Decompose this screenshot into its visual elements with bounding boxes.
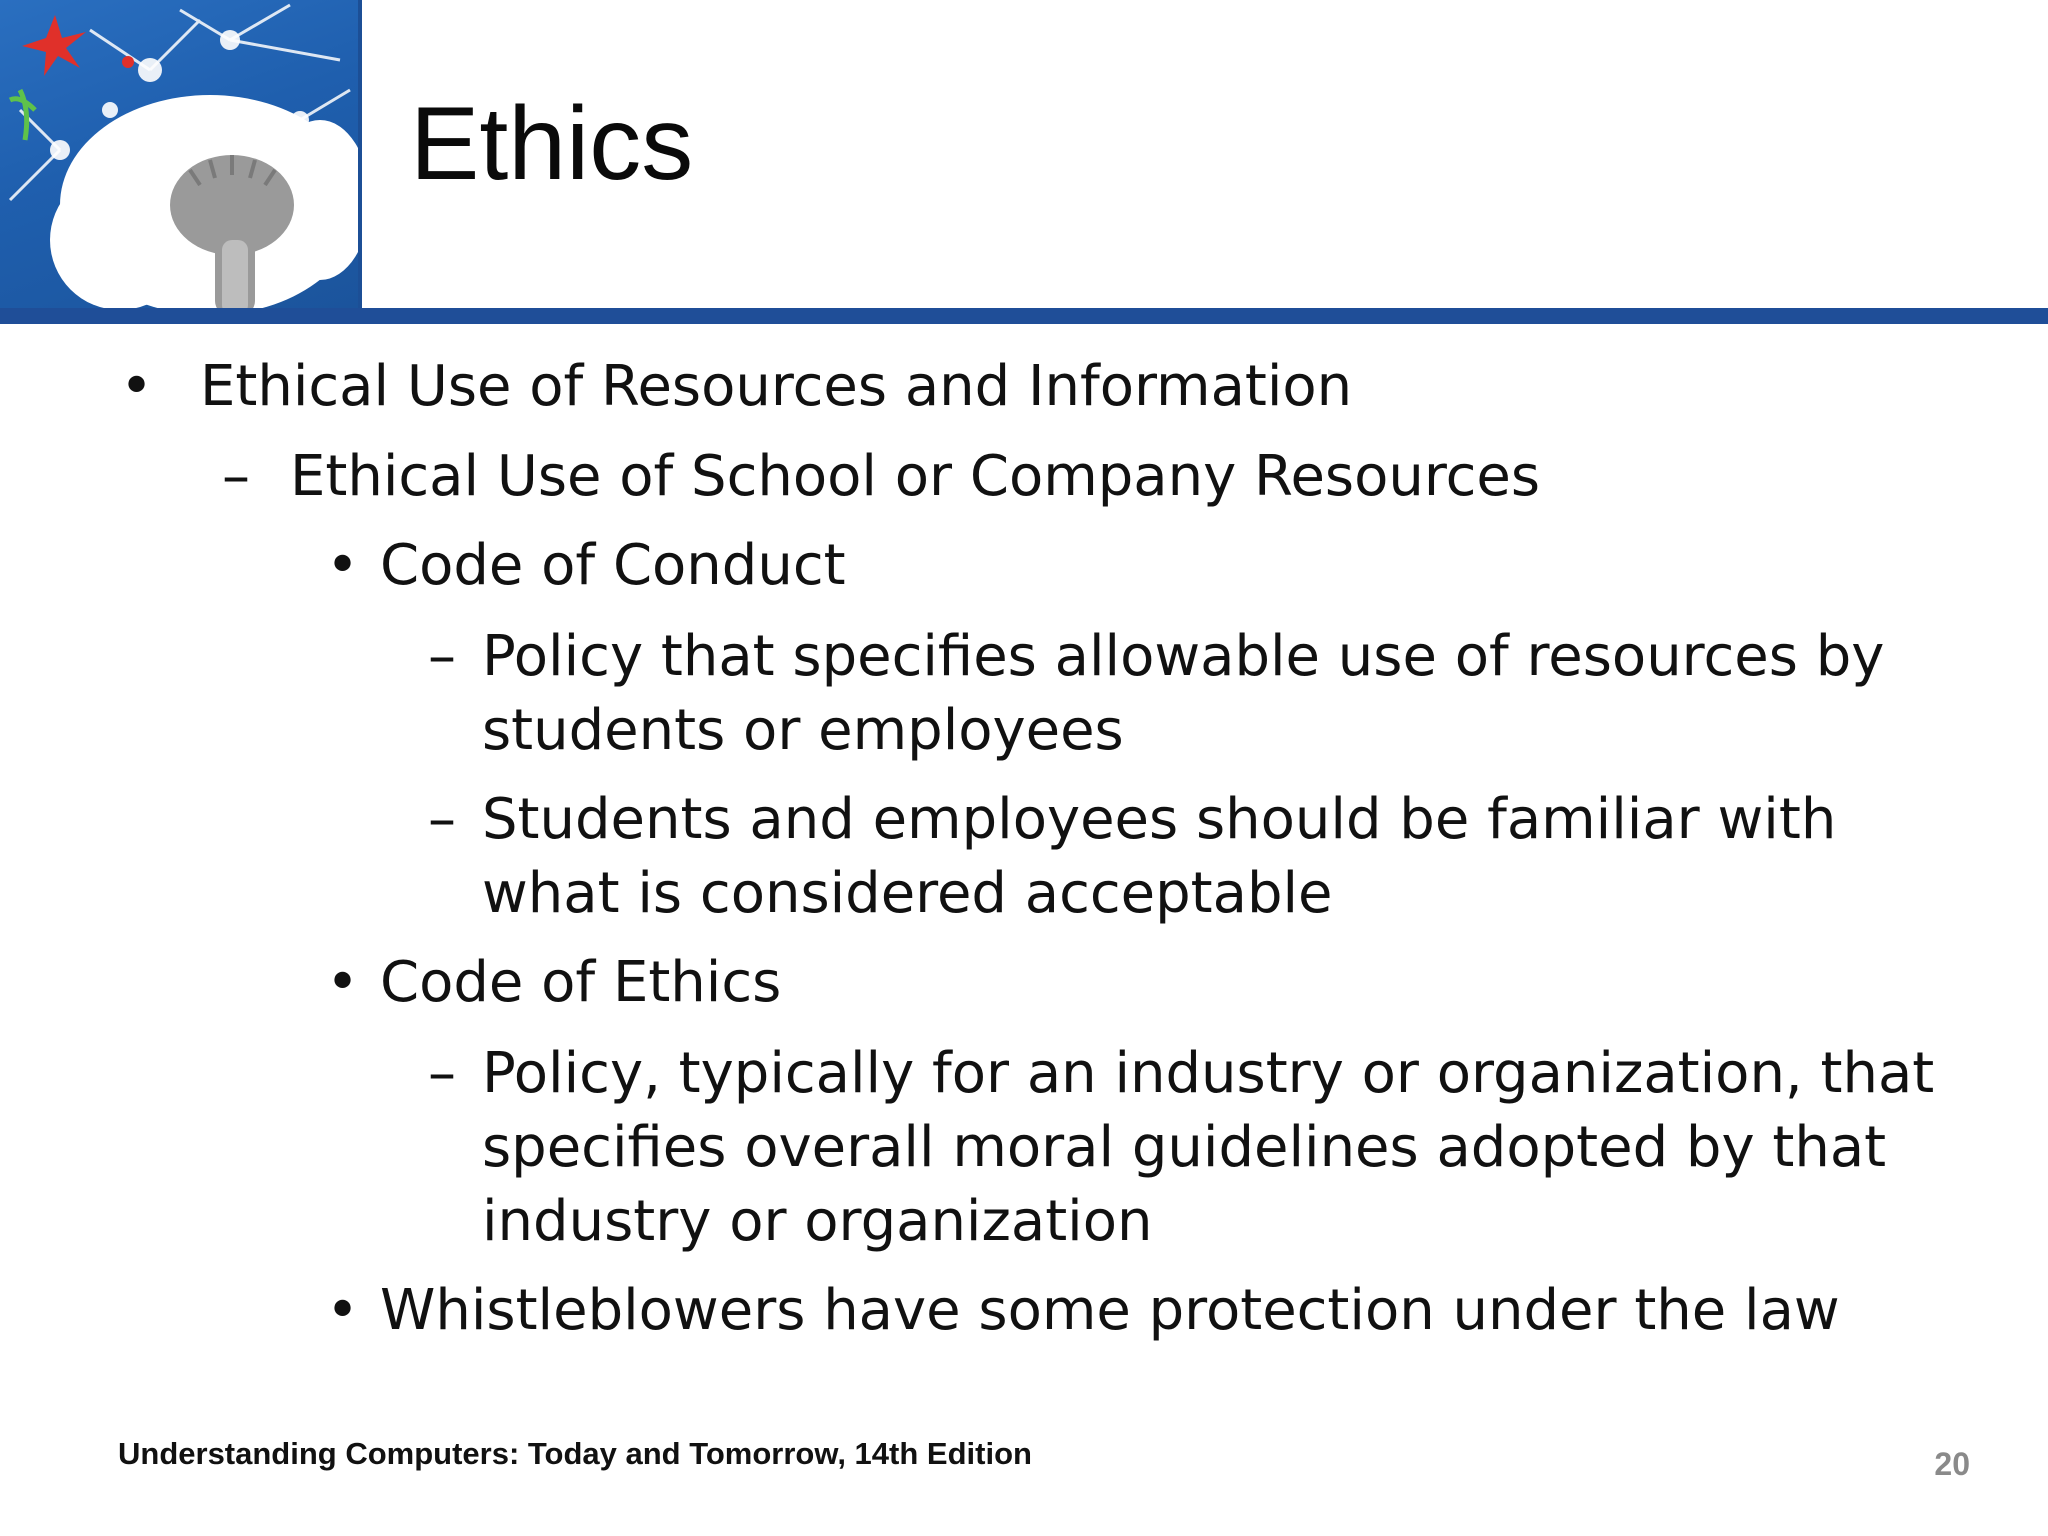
slide-title: Ethics	[410, 86, 694, 202]
dash-marker: –	[222, 444, 250, 509]
bullet-policy-industry-line3: industry or organization	[482, 1189, 1153, 1254]
bullet-familiar-acceptable-line2: what is considered acceptable	[482, 861, 1333, 926]
bullet-policy-industry-line2: specifies overall moral guidelines adopted by that	[482, 1115, 1887, 1180]
page-number: 20	[1934, 1446, 1970, 1482]
bullet-marker: •	[326, 950, 360, 1015]
dash-marker: –	[428, 624, 456, 689]
bullet-code-of-conduct: Code of Conduct	[380, 533, 846, 598]
bullet-policy-allowable-use-line1: Policy that specifies allowable use of resources by	[482, 624, 1885, 689]
dash-marker: –	[428, 787, 456, 852]
footer-book-title: Understanding Computers: Today and Tomorrow, 14th Edition	[118, 1436, 1032, 1471]
bullet-school-company-resources: Ethical Use of School or Company Resources	[290, 444, 1541, 509]
bullet-familiar-acceptable-line1: Students and employees should be familiar with	[482, 787, 1837, 852]
bullet-marker: •	[326, 1278, 360, 1343]
bullet-marker: •	[120, 354, 154, 419]
bullet-code-of-ethics: Code of Ethics	[380, 950, 782, 1015]
bullet-marker: •	[326, 533, 360, 598]
bullet-policy-industry-line1: Policy, typically for an industry or organization, that	[482, 1041, 1935, 1106]
bullet-ethical-use-resources: Ethical Use of Resources and Information	[200, 354, 1353, 419]
dash-marker: –	[428, 1041, 456, 1106]
bullet-whistleblowers: Whistleblowers have some protection under the law	[380, 1278, 1840, 1343]
bullet-policy-allowable-use-line2: students or employees	[482, 698, 1124, 763]
